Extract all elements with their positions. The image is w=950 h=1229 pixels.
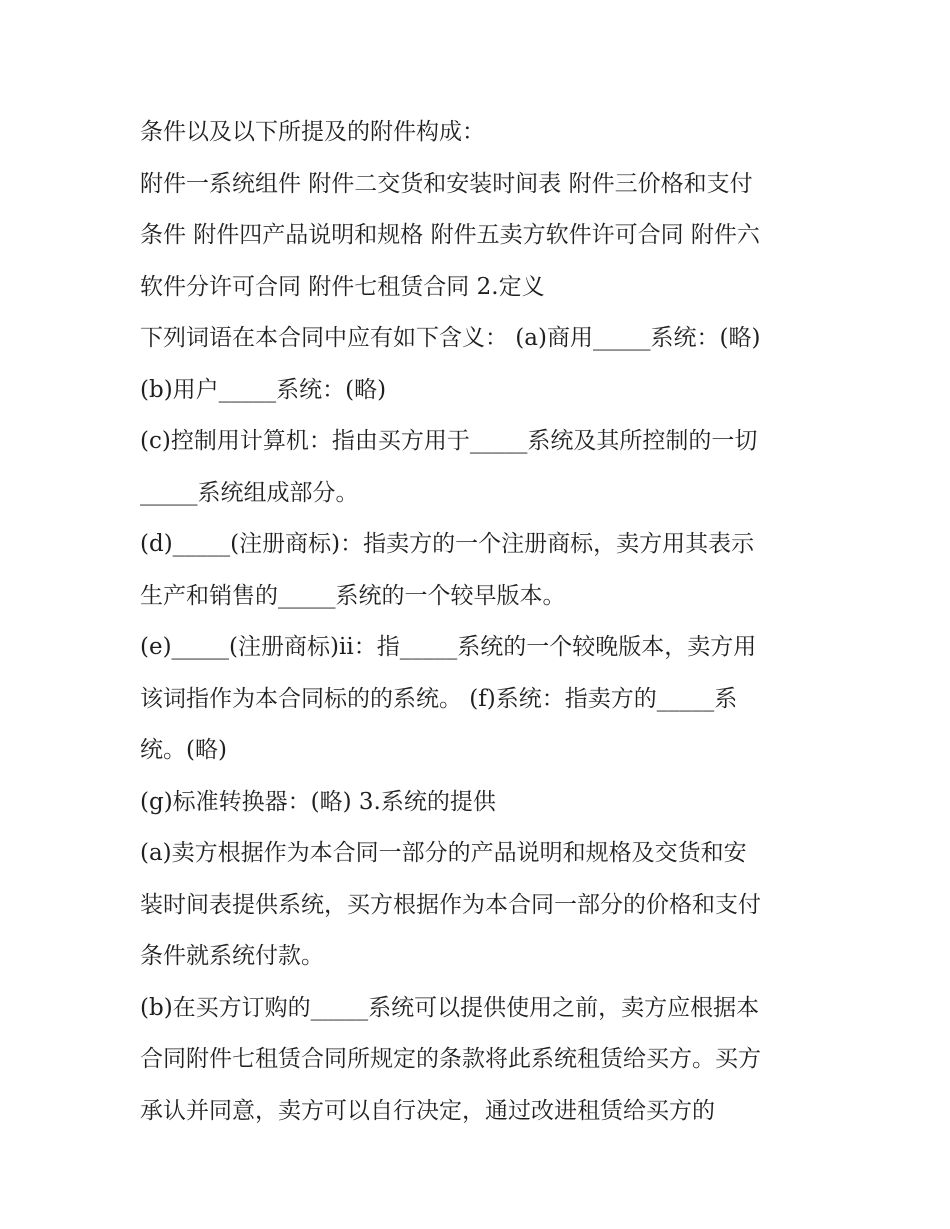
text-line: (c)控制用计算机：指由买方用于_____系统及其所控制的一切	[140, 428, 758, 454]
text-line: (d)_____(注册商标)：指卖方的一个注册商标，卖方用其表示	[140, 531, 755, 557]
text-line: (a)卖方根据作为本合同一部分的产品说明和规格及交货和安	[140, 840, 747, 866]
text-line: (g)标准转换器：(略) 3.系统的提供	[140, 788, 496, 815]
text-line: 合同附件七租赁合同所规定的条款将此系统租赁给买方。买方	[140, 1046, 761, 1072]
contract-text	[140, 107, 820, 1137]
text-line: 条件就系统付款。	[140, 943, 324, 969]
text-line: 统。(略)	[140, 737, 227, 763]
text-line: 下列词语在本合同中应有如下含义： (a)商用_____系统：(略)	[140, 325, 761, 351]
text-line: 该词指作为本合同标的的系统。 (f)系统：指卖方的_____系	[140, 685, 738, 712]
text-line: 附件一系统组件 附件二交货和安装时间表 附件三价格和支付	[140, 170, 753, 197]
text-line: _____系统组成部分。	[140, 479, 359, 506]
text-line: 生产和销售的_____系统的一个较早版本。	[140, 582, 566, 609]
text-line: 条件 附件四产品说明和规格 附件五卖方软件许可合同 附件六	[140, 222, 760, 248]
text-line: (b)在买方订购的_____系统可以提供使用之前，卖方应根据本	[140, 994, 760, 1021]
text-line: 软件分许可合同 附件七租赁合同 2.定义	[140, 273, 545, 300]
text-line: (e)_____(注册商标)ii：指_____系统的一个较晚版本，卖方用	[140, 634, 757, 660]
text-line: 承认并同意，卖方可以自行决定，通过改进租赁给买方的	[140, 1097, 715, 1124]
text-line: 条件以及以下所提及的附件构成：	[140, 119, 485, 145]
text-line: 装时间表提供系统，买方根据作为本合同一部分的价格和支付	[140, 891, 761, 918]
text-line: (b)用户_____系统：(略)	[140, 376, 387, 403]
